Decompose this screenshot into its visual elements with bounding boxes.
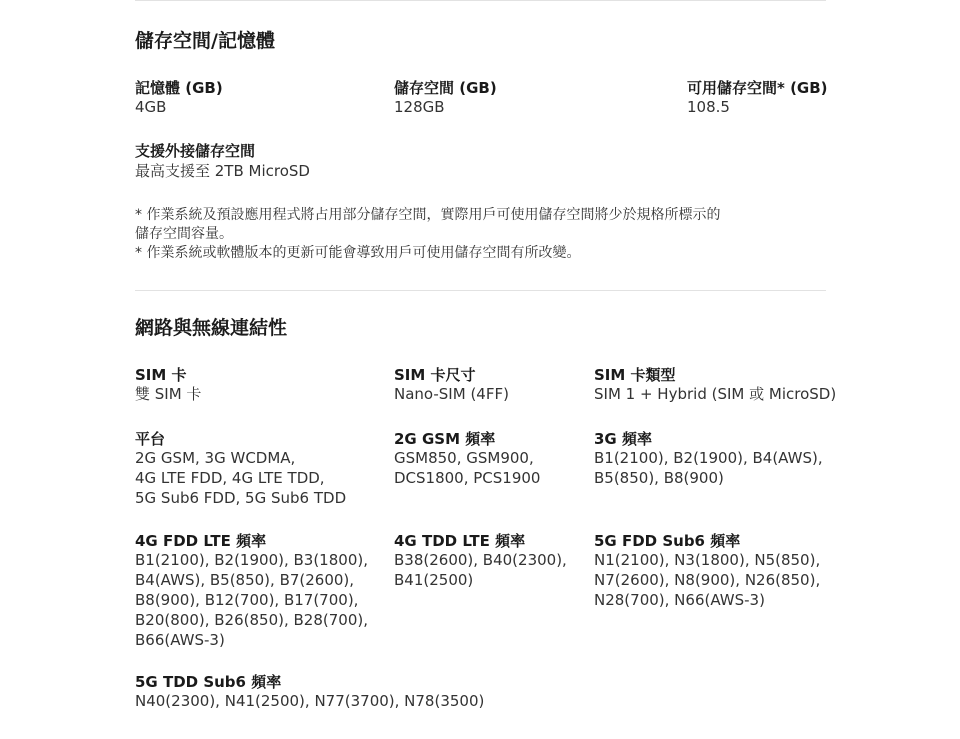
- sim-value: 雙 SIM 卡: [135, 385, 202, 403]
- platform-label: 平台: [135, 430, 166, 448]
- storage-note-line-3: * 作業系統或軟體版本的更新可能會導致用戶可使用儲存空間有所改變。: [135, 245, 581, 261]
- 3g-frequency-line: B1(2100), B2(1900), B4(AWS),: [594, 449, 823, 467]
- lte-fdd-frequency-line: B1(2100), B2(1900), B3(1800),: [135, 551, 368, 569]
- 3g-frequency-line: B5(850), B8(900): [594, 469, 724, 487]
- available-storage-value: 108.5: [687, 98, 730, 116]
- lte-fdd-frequency-line: B20(800), B26(850), B28(700),: [135, 611, 368, 629]
- 5g-fdd-frequency-line: N7(2600), N8(900), N26(850),: [594, 571, 821, 589]
- section-divider: [135, 290, 826, 291]
- lte-fdd-frequency-line: B4(AWS), B5(850), B7(2600),: [135, 571, 355, 589]
- sim-type-label: SIM 卡類型: [594, 366, 676, 384]
- 5g-tdd-frequency-label: 5G TDD Sub6 頻率: [135, 673, 282, 691]
- sim-size-value: Nano-SIM (4FF): [394, 385, 509, 403]
- storage-note-line-2: 儲存空間容量。: [135, 226, 233, 242]
- gsm-frequency-line: DCS1800, PCS1900: [394, 469, 541, 487]
- lte-tdd-frequency-line: B38(2600), B40(2300),: [394, 551, 567, 569]
- network-section-title: 網路與無線連結性: [135, 317, 288, 339]
- 3g-frequency-label: 3G 頻率: [594, 430, 652, 448]
- rom-label: 儲存空間 (GB): [394, 79, 497, 97]
- 5g-fdd-frequency-line: N28(700), N66(AWS-3): [594, 591, 765, 609]
- gsm-frequency-line: GSM850, GSM900,: [394, 449, 534, 467]
- 5g-fdd-frequency-label: 5G FDD Sub6 頻率: [594, 532, 741, 550]
- top-divider: [135, 0, 826, 1]
- platform-line: 5G Sub6 FDD, 5G Sub6 TDD: [135, 489, 347, 507]
- platform-line: 2G GSM, 3G WCDMA,: [135, 449, 296, 467]
- available-storage-label: 可用儲存空間* (GB): [687, 79, 828, 97]
- sim-type-value: SIM 1 + Hybrid (SIM 或 MicroSD): [594, 385, 837, 403]
- gsm-frequency-label: 2G GSM 頻率: [394, 430, 496, 448]
- lte-fdd-frequency-line: B66(AWS-3): [135, 631, 225, 649]
- sim-size-label: SIM 卡尺寸: [394, 366, 476, 384]
- ram-label: 記憶體 (GB): [135, 79, 223, 97]
- 5g-tdd-frequency-value: N40(2300), N41(2500), N77(3700), N78(3500): [135, 692, 485, 710]
- rom-value: 128GB: [394, 98, 445, 116]
- external-storage-value: 最高支援至 2TB MicroSD: [135, 162, 310, 180]
- lte-tdd-frequency-line: B41(2500): [394, 571, 474, 589]
- lte-tdd-frequency-label: 4G TDD LTE 頻率: [394, 532, 526, 550]
- lte-fdd-frequency-label: 4G FDD LTE 頻率: [135, 532, 267, 550]
- ram-value: 4GB: [135, 98, 167, 116]
- sim-label: SIM 卡: [135, 366, 187, 384]
- 5g-fdd-frequency-line: N1(2100), N3(1800), N5(850),: [594, 551, 821, 569]
- storage-note-line-1: * 作業系統及預設應用程式將占用部分儲存空間，實際用戶可使用儲存空間將少於規格所標示的: [135, 207, 721, 223]
- external-storage-label: 支援外接儲存空間: [135, 142, 256, 160]
- lte-fdd-frequency-line: B8(900), B12(700), B17(700),: [135, 591, 359, 609]
- platform-line: 4G LTE FDD, 4G LTE TDD,: [135, 469, 325, 487]
- storage-section-title: 儲存空間/記憶體: [135, 30, 275, 52]
